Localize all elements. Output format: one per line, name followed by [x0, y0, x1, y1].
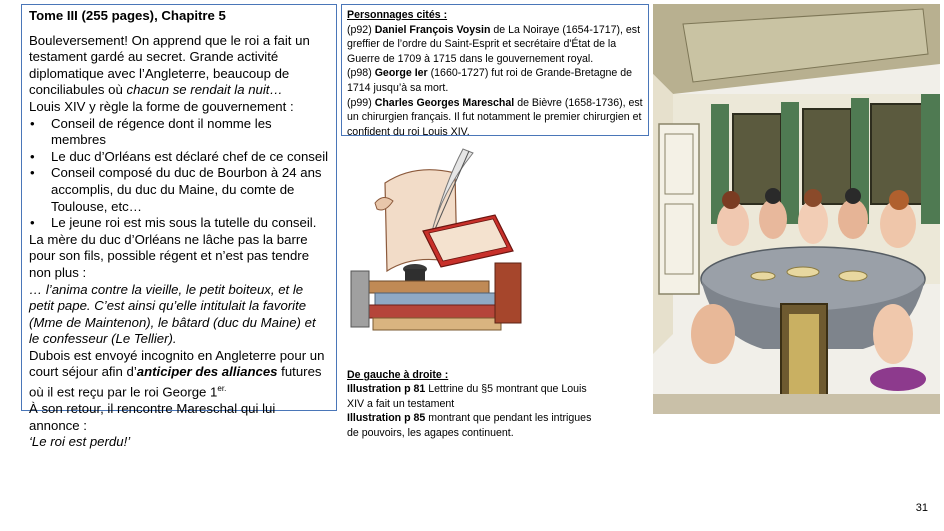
character-entry: [347, 66, 643, 95]
character-name: George Ier: [374, 67, 428, 80]
para4-text-b: futures où il est reçu par le roi George 1: [29, 364, 322, 400]
summary-para-1: [29, 33, 329, 99]
characters-heading: Personnages cités :: [347, 9, 448, 21]
para1-italic: chacun se rendait la nuit…: [126, 82, 283, 98]
caption-label: Illustration p 85: [347, 412, 426, 425]
para4-sup: er.: [217, 384, 227, 394]
caption-item: [347, 382, 597, 411]
characters-panel: [341, 4, 649, 136]
list-item: • Le duc d’Orléans est déclaré chef de ce conseil: [49, 149, 329, 166]
caption-text: Lettrine du §5 montrant que Louis XIV a fait un testament: [347, 383, 587, 410]
character-name: Charles Georges Mareschal: [374, 96, 515, 109]
list-item: • Conseil de régence dont il nomme les membres: [49, 116, 329, 149]
summary-para-2: Louis XIV y règle la forme de gouvernement :: [29, 98, 294, 114]
character-entry: [347, 96, 643, 140]
lettrine-illustration: [345, 143, 541, 335]
caption-label: Illustration p 81: [347, 383, 426, 396]
banquet-scene-drawing: [653, 4, 940, 414]
list-item: • Le jeune roi est mis sous la tutelle du conseil.: [49, 215, 329, 232]
banquet-illustration: [653, 4, 940, 414]
para4-text-a: Dubois est envoyé incognito en Angleterre pour un court séjour afin d’: [29, 347, 325, 380]
government-list: [29, 116, 329, 232]
caption-text: montrant que pendant les intrigues de pouvoirs, les agapes continuent.: [347, 412, 592, 439]
character-name: Daniel François Voysin: [374, 23, 491, 36]
chapter-title: Tome III (255 pages), Chapitre 5: [29, 8, 226, 23]
summary-para-5: À son retour, il rencontre Mareschal qui lui annonce :: [29, 401, 276, 433]
character-desc: de La Noiraye (1654-1717), est greffier de l’ordre du Saint-Esprit et secrétaire d'État de la Guerre de 1709 à 1715 dans le gouvernement royal.: [347, 23, 641, 65]
summary-quote: [29, 282, 329, 348]
para1-text: Bouleversement! On apprend que le roi a fait un testament gardé au secret. Grande activité diplomatique avec l’Angleterre, beaucoup de conciliabules où: [29, 32, 310, 98]
character-ref: (p98): [347, 67, 375, 80]
summary-para-6: [29, 434, 329, 451]
character-desc: de Bièvre (1658-1736), est un chirurgien français. Il fut notamment le premier chirurgien et confident du roi Louis XIV.: [347, 96, 643, 138]
caption-item: [347, 411, 597, 440]
chapter-summary-panel: [21, 4, 337, 450]
character-desc: (1660-1727) fut roi de Grande-Bretagne de 1714 jusqu’à sa mort.: [347, 67, 633, 94]
final-quote: ‘Le roi est perdu!’: [29, 434, 131, 450]
character-ref: (p92): [347, 23, 375, 36]
quote-text: … l’anima contre la vieille, le petit boiteux, et le petit pape. C’est ainsi qu’elle intitulait la favorite (Mme de Maintenon), le bâtard (duc du Maine) et le confesseur (Le Tellier).: [29, 281, 316, 347]
page-number: 31: [915, 502, 928, 514]
summary-para-4: [29, 348, 329, 401]
character-entry: [347, 23, 643, 67]
character-ref: (p99): [347, 96, 375, 109]
list-item: • Conseil composé du duc de Bourbon à 24 ans accomplis, du duc du Maine, du comte de Toulouse, etc…: [49, 165, 329, 215]
para4-bold: anticiper des alliances: [136, 364, 278, 380]
summary-para-3: La mère du duc d’Orléans ne lâche pas la barre pour son fils, possible régent et n’est pas tendre non plus :: [29, 231, 310, 280]
caption-heading: De gauche à droite :: [347, 369, 449, 381]
books-quill-drawing: [345, 143, 541, 335]
illustrations-caption: [347, 368, 597, 440]
